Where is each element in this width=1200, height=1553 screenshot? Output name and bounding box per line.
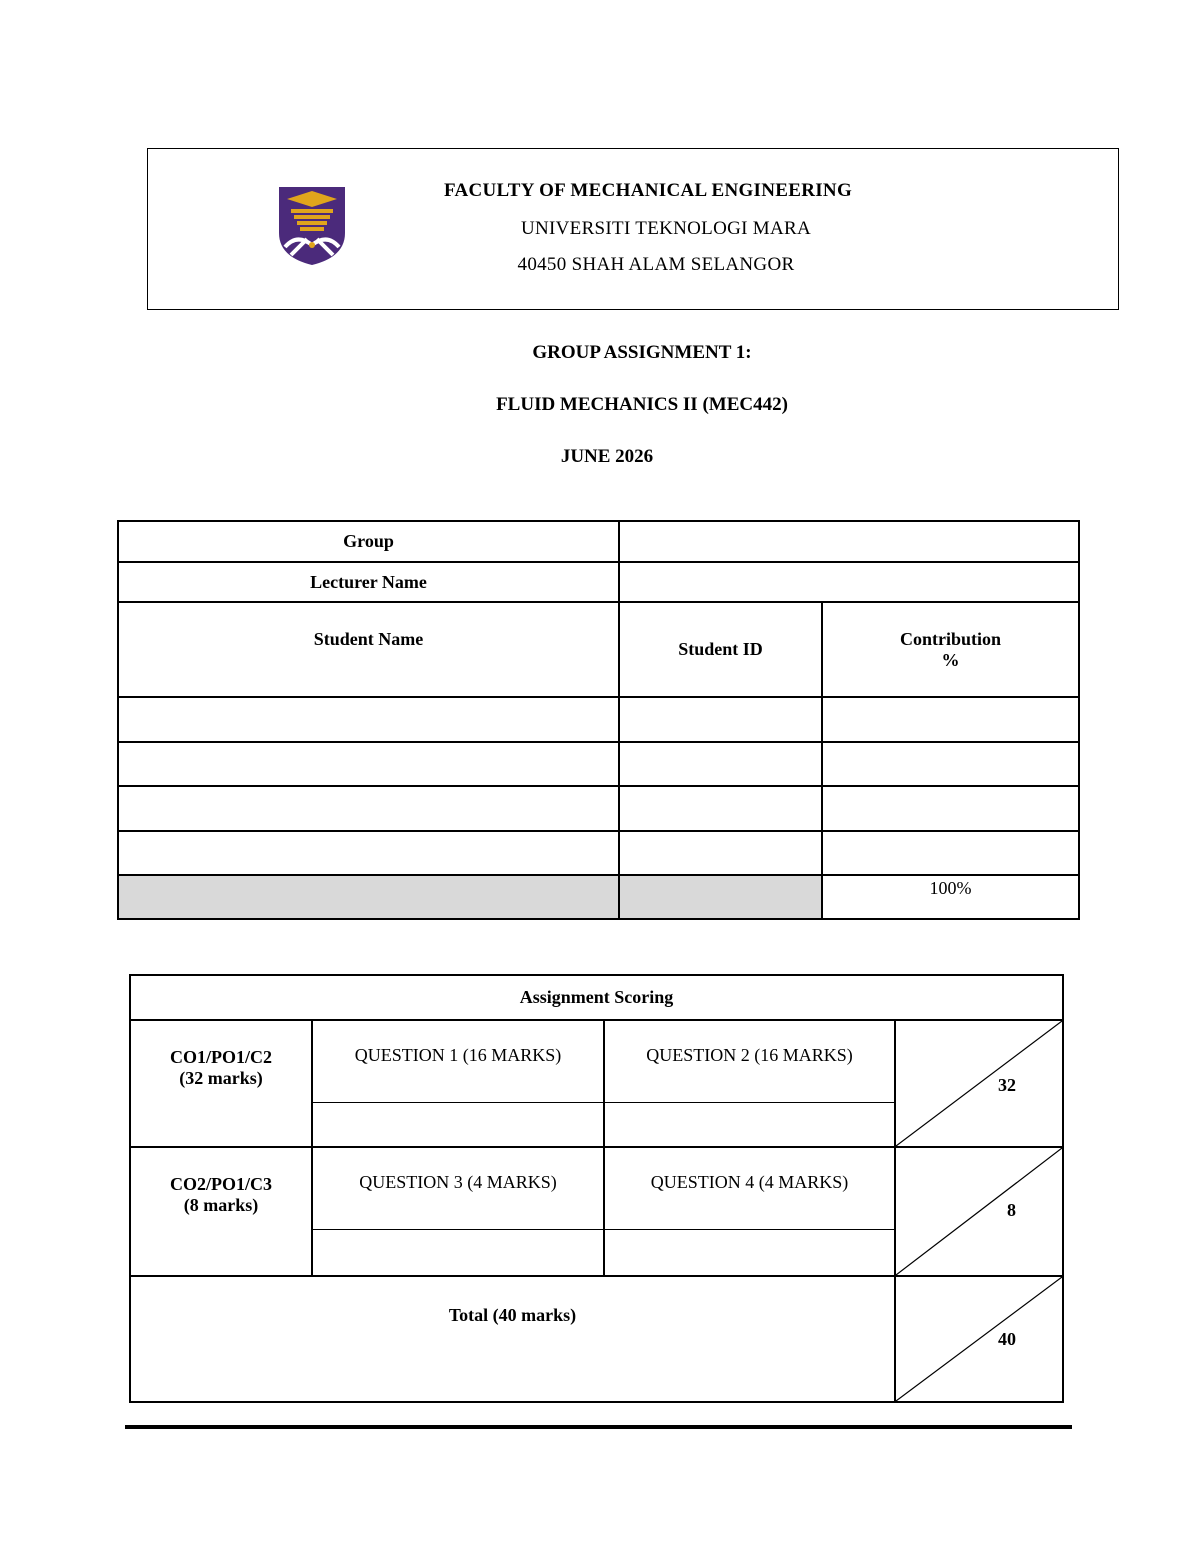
faculty-name: FACULTY OF MECHANICAL ENGINEERING [443, 180, 853, 201]
contribution-field[interactable] [822, 697, 1079, 742]
assignment-scoring-table [129, 974, 1064, 1403]
co1-label-line1: CO1/PO1/C2 [170, 1047, 272, 1067]
contribution-field[interactable] [822, 786, 1079, 831]
column-header-row [118, 602, 1079, 697]
table-row [118, 697, 1079, 742]
total-label: Total (40 marks) [130, 1276, 895, 1402]
student-name-field[interactable] [118, 786, 619, 831]
course-title: FLUID MECHANICS II (MEC442) [496, 394, 788, 415]
diagonal-line [896, 1021, 1062, 1146]
lecturer-label: Lecturer Name [118, 562, 619, 602]
contribution-header-line1: Contribution [899, 628, 1002, 649]
group-label: Group [118, 521, 619, 562]
student-name-header: Student Name [118, 602, 619, 697]
table-row [118, 831, 1079, 875]
total-contribution: 100% [822, 875, 1079, 919]
lecturer-value-field[interactable] [619, 562, 1079, 602]
question-2-label: QUESTION 2 (16 MARKS) [604, 1020, 895, 1102]
university-address: 40450 SHAH ALAM SELANGOR [517, 254, 795, 275]
question-1-score-field[interactable] [312, 1102, 604, 1147]
scoring-title-row [130, 975, 1063, 1020]
question-4-score-field[interactable] [604, 1229, 895, 1276]
total-max-cell [895, 1276, 1063, 1402]
student-id-field[interactable] [619, 786, 822, 831]
co1-label [130, 1020, 312, 1147]
total-max-marks: 40 [998, 1329, 1017, 1349]
student-id-field[interactable] [619, 742, 822, 786]
shaded-cell [118, 875, 619, 919]
assignment-title: GROUP ASSIGNMENT 1: [532, 342, 752, 363]
group-value-field[interactable] [619, 521, 1079, 562]
student-id-field[interactable] [619, 697, 822, 742]
session-label: JUNE 2026 [560, 446, 654, 467]
student-id-field[interactable] [619, 831, 822, 875]
co1-label-line2: (32 marks) [179, 1068, 263, 1088]
co1-question-row [130, 1020, 1063, 1102]
student-name-field[interactable] [118, 697, 619, 742]
group-row [118, 521, 1079, 562]
university-name: UNIVERSITI TEKNOLOGI MARA [520, 218, 811, 239]
co2-label-line2: (8 marks) [183, 1195, 259, 1215]
table-row [118, 742, 1079, 786]
co2-max-marks: 8 [1007, 1200, 1017, 1220]
student-name-field[interactable] [118, 831, 619, 875]
contribution-header-line2: % [941, 649, 960, 670]
group-info-table [117, 520, 1080, 920]
question-4-label: QUESTION 4 (4 MARKS) [604, 1147, 895, 1229]
co1-max-cell [895, 1020, 1063, 1147]
contribution-header [822, 602, 1079, 697]
total-row [130, 1276, 1063, 1402]
contribution-field[interactable] [822, 831, 1079, 875]
co2-label [130, 1147, 312, 1276]
co1-max-marks: 32 [998, 1075, 1017, 1095]
co2-label-line1: CO2/PO1/C3 [170, 1174, 272, 1194]
co2-max-cell [895, 1147, 1063, 1276]
question-2-score-field[interactable] [604, 1102, 895, 1147]
total-row [118, 875, 1079, 919]
scoring-title: Assignment Scoring [130, 975, 1063, 1020]
student-id-header: Student ID [619, 602, 822, 697]
question-3-label: QUESTION 3 (4 MARKS) [312, 1147, 604, 1229]
question-1-label: QUESTION 1 (16 MARKS) [312, 1020, 604, 1102]
table-row [118, 786, 1079, 831]
diagonal-line [896, 1277, 1062, 1401]
lecturer-row [118, 562, 1079, 602]
bottom-rule [125, 1425, 1072, 1429]
question-3-score-field[interactable] [312, 1229, 604, 1276]
university-logo [277, 185, 347, 267]
student-name-field[interactable] [118, 742, 619, 786]
diagonal-line [896, 1148, 1062, 1275]
contribution-field[interactable] [822, 742, 1079, 786]
co2-question-row [130, 1147, 1063, 1229]
shaded-cell [619, 875, 822, 919]
